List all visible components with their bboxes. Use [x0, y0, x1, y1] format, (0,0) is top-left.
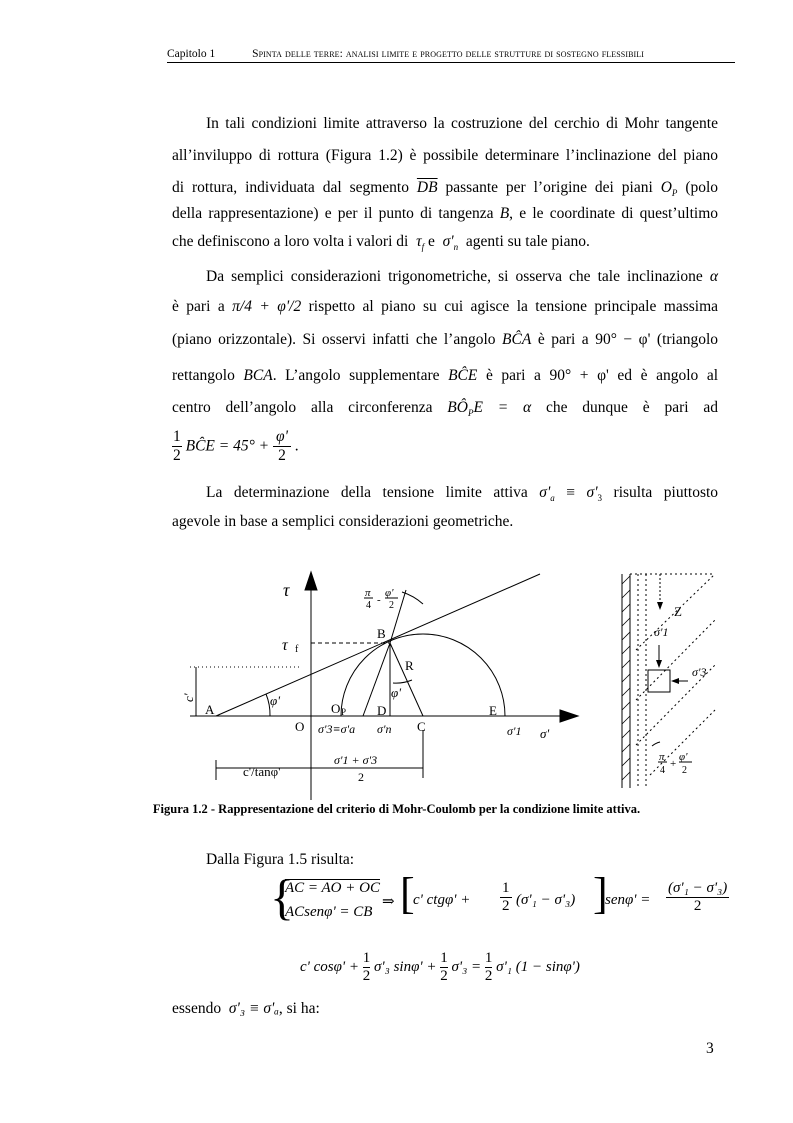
phi-label-B: φ': [391, 685, 401, 700]
svg-text:-: -: [377, 594, 381, 606]
tau-f-label: τ: [282, 637, 288, 654]
para1-line4: della rappresentazione) e per il punto di tangenza B, e le coordinate di quest’ultimo: [172, 205, 718, 222]
point-O: O: [295, 719, 305, 734]
para2-line5: centro dell’angolo alla circonferenza $BÔ_PE = \alpha$ che dunque è pari ad: [172, 399, 718, 419]
phi-label-A: φ': [270, 693, 280, 708]
retaining-wall-diagram: [622, 574, 715, 788]
point-B: B: [377, 626, 386, 641]
point-A: A: [205, 702, 215, 717]
tau-axis-arrow: [305, 572, 317, 590]
ctan-label: c'/tanφ': [243, 764, 281, 779]
line-BC: [390, 643, 423, 716]
svg-text:4: 4: [660, 765, 665, 776]
point-D: D: [377, 703, 387, 718]
tau-axis-label: τ: [283, 580, 290, 600]
para5: essendo σ'₃ ≡ σ'ₐ, si ha:: [172, 1000, 320, 1017]
wall-phi: φ': [679, 751, 688, 763]
point-Op: O: [331, 701, 341, 716]
c-label: c': [181, 693, 196, 702]
point-C: C: [417, 719, 426, 734]
svg-text:f: f: [295, 644, 299, 655]
para1-line5: che definiscono a loro volta i valori di $\tau_f$ e $\sigma'_n$ agenti su tale piano.: [172, 233, 590, 253]
soil-element: [648, 670, 670, 692]
page-number: 3: [706, 1040, 714, 1057]
sum-numerator: σ'1 + σ'3: [334, 753, 378, 767]
svg-text:2: 2: [682, 765, 687, 776]
para3-line1: La determinazione della tensione limite attiva $\sigma'_a \equiv \sigma'_3$ risulta piuttosto: [206, 484, 719, 504]
phi-arc-B: [393, 680, 412, 683]
wall-pi: π: [659, 751, 665, 763]
svg-text:4: 4: [366, 600, 371, 611]
equation-2: c' cosφ' + $\frac{1}{2}$ σ'₃ sinφ' + $\frac{1}{2}$ σ'₃ = $\frac{1}{2}$ σ'₁ (1 − sinφ'): [300, 950, 580, 984]
svg-text:+: +: [670, 758, 677, 770]
para1-line2: all’inviluppo di rottura (Figura 1.2) è possibile determinare l’inclinazione del piano: [172, 147, 718, 164]
half-angle-formula: $\frac{1}{2}$ BĈE = 45° + $\frac{\varphi'}{2}$ .: [173, 428, 299, 464]
para1-line3: di rottura, individuata dal segmento $\overline{DB}$ passante per l’origine dei piani $O_P$ (polo: [172, 179, 719, 199]
para2-line1: Da semplici considerazioni trigonometriche, si osserva che tale inclinazione α: [206, 268, 718, 285]
sigma-axis-label: σ': [540, 726, 550, 741]
sum-denominator: 2: [358, 770, 364, 784]
para3-line2: agevole in base a semplici considerazioni geometriche.: [172, 513, 514, 530]
sigma-n-label: σ'n: [377, 722, 392, 736]
para2-line2: è pari a π/4 + φ'/2 rispetto al piano su cui agisce la tensione principale massima: [172, 298, 719, 315]
point-R: R: [405, 658, 414, 673]
wall-sigma3: σ'3: [692, 665, 707, 679]
wall-Z: Z: [674, 604, 682, 619]
figure-caption: Figura 1.2 - Rappresentazione del criterio di Mohr-Coulomb per la condizione limite attiva.: [152, 802, 641, 816]
para2-line4: rettangolo BCA. L’angolo supplementare BĈE è pari a 90° + φ' ed è angolo al: [172, 367, 719, 384]
sigma-1-label: σ'1: [507, 724, 522, 738]
angle-phi: φ': [385, 587, 394, 599]
header-chapter: Capitolo 1: [167, 48, 216, 60]
angle-pi: π: [365, 587, 371, 599]
point-E: E: [489, 703, 497, 718]
sigma3-eq-label: σ'3≡σ'a: [318, 722, 356, 736]
wall-sigma1: σ'1: [654, 625, 669, 639]
segment-DB: $\overline{DB}$: [416, 179, 438, 196]
mohr-circle: [341, 634, 505, 716]
svg-text:2: 2: [389, 600, 394, 611]
para4: Dalla Figura 1.5 risulta:: [206, 851, 355, 868]
svg-text:P: P: [341, 707, 347, 717]
para2-line3: (piano orizzontale). Si osservi infatti che l’angolo BĈA è pari a 90° − φ' (triangolo: [172, 331, 719, 348]
header-title: Spinta delle terre: analisi limite e progetto delle strutture di sostegno flessibili: [252, 48, 645, 60]
para1-line1: In tali condizioni limite attraverso la costruzione del cerchio di Mohr tangente: [206, 115, 718, 132]
sigma-axis-arrow: [560, 710, 578, 722]
